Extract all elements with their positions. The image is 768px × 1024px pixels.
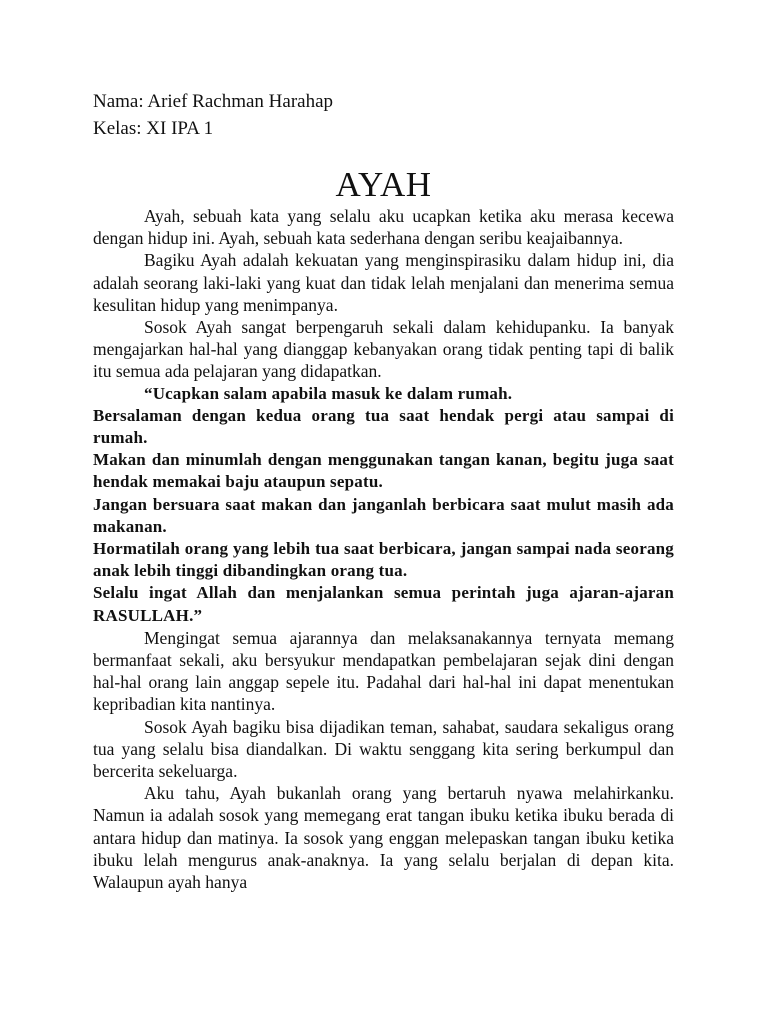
quote-line: Makan dan minumlah dengan menggunakan tangan kanan, begitu juga saat hendak memakai baju ataupun sepatu. [93, 450, 674, 492]
paragraph: Ayah, sebuah kata yang selalu aku ucapkan ketika aku merasa kecewa dengan hidup ini. Ayah, sebuah kata sederhana dengan seribu keajaibannya. [93, 206, 674, 249]
quote-line: Hormatilah orang yang lebih tua saat berbicara, jangan sampai nada seorang anak lebih tinggi dibandingkan orang tua. [93, 539, 674, 581]
paragraph: Sosok Ayah sangat berpengaruh sekali dalam kehidupanku. Ia banyak mengajarkan hal-hal yang dianggap kebanyakan orang tidak penting tapi di balik itu semua ada pelajaran yang didapatkan. [93, 317, 674, 382]
paragraph: Bagiku Ayah adalah kekuatan yang menginspirasiku dalam hidup ini, dia adalah seorang laki-laki yang kuat dan tidak lelah menjalani dan menerima semua kesulitan hidup yang menimpanya. [93, 250, 674, 315]
quote-line: “Ucapkan salam apabila masuk ke dalam rumah. [144, 383, 513, 403]
quote-line: Selalu ingat Allah dan menjalankan semua perintah juga ajaran-ajaran RASULLAH.” [93, 583, 674, 625]
quote-line: Bersalaman dengan kedua orang tua saat hendak pergi atau sampai di rumah. [93, 405, 674, 448]
student-name: Nama: Arief Rachman Harahap [93, 91, 334, 112]
paragraph: Mengingat semua ajarannya dan melaksanakannya ternyata memang bermanfaat sekali, aku bersyukur mendapatkan pembelajaran sejak dini dengan hal-hal orang lain anggap sepele itu. Padahal dari hal-hal ini dapat menentukan kepribadian kita nantinya. [93, 627, 674, 715]
essay-title: AYAH [335, 165, 432, 204]
paragraph: Sosok Ayah bagiku bisa dijadikan teman, sahabat, saudara sekaligus orang tua yang selalu bisa diandalkan. Di waktu senggang kita sering berkumpul dan bercerita sekeluarga. [93, 716, 674, 782]
paragraph: Aku tahu, Ayah bukanlah orang yang bertaruh nyawa melahirkanku. Namun ia adalah sosok yang memegang erat tangan ibuku ketika ibuku berada di antara hidup dan matinya. Ia sosok yang enggan melepaskan tangan ibuku ketika ibuku lelah mengurus anak-anaknya. Ia yang selalu berjalan di depan kita. Walaupun ayah hanya [93, 783, 674, 893]
quote-line: Jangan bersuara saat makan dan janganlah berbicara saat mulut masih ada makanan. [93, 494, 674, 536]
student-class: Kelas: XI IPA 1 [93, 118, 214, 139]
document-page [93, 88, 674, 893]
